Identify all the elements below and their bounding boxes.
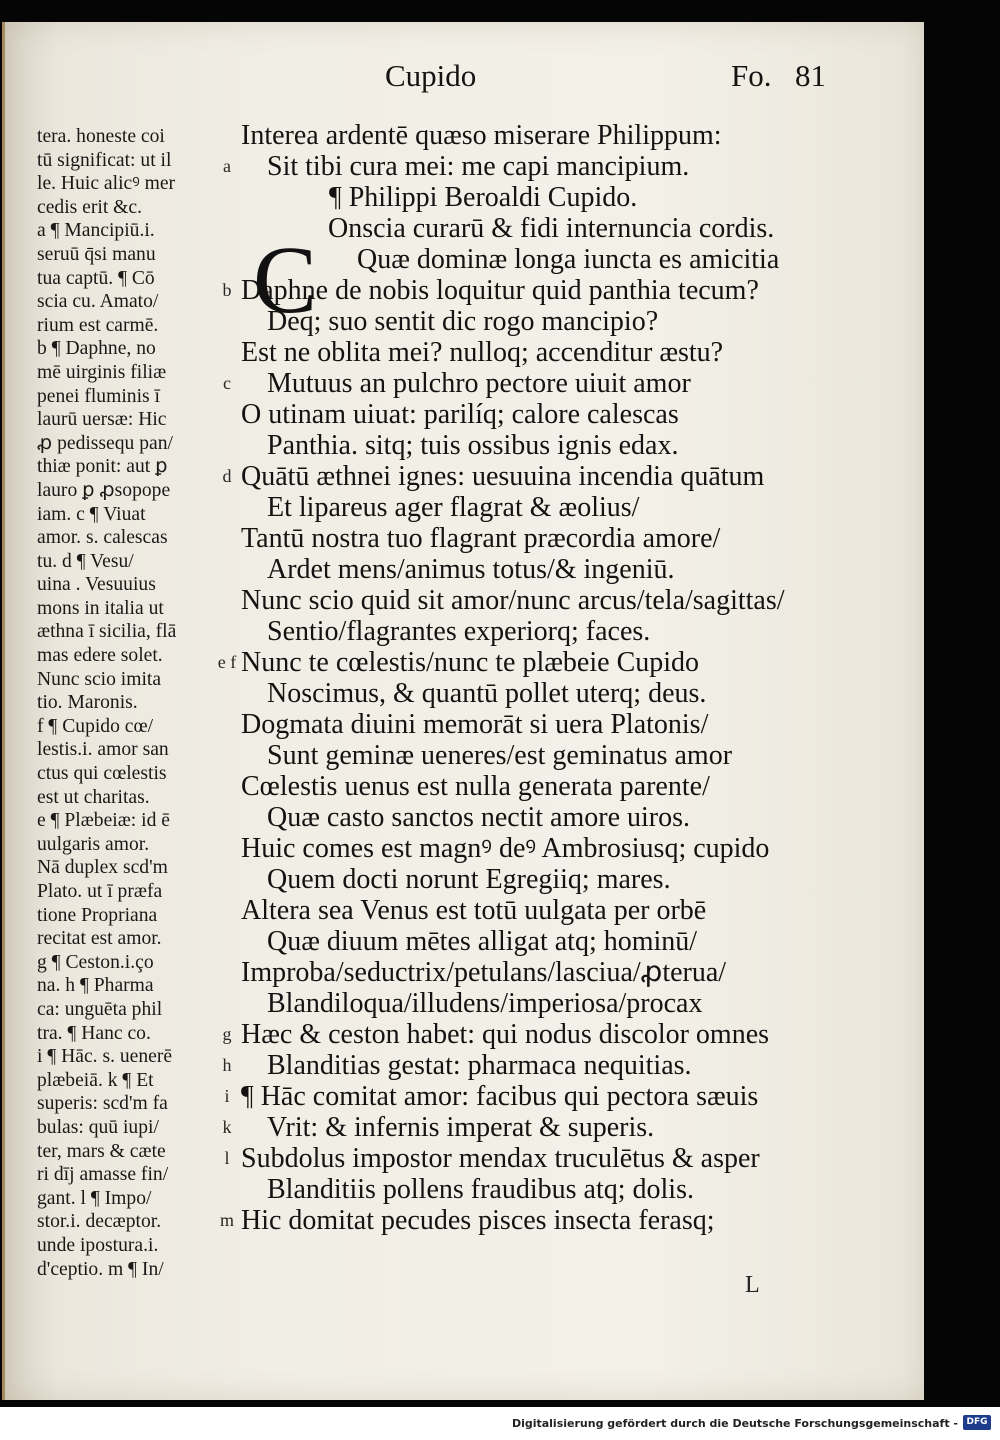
verse-text-line: Panthia. sitq; tuis ossibus ignis edax. [267, 430, 679, 461]
verse-text-line: Sunt geminæ ueneres/est geminatus amor [267, 740, 733, 771]
verse-line [5, 926, 924, 957]
verse-line [5, 585, 924, 616]
gloss-line: ꝓ pedissequ pan/ [37, 432, 173, 454]
verse-line [5, 1205, 924, 1236]
verse-line [5, 554, 924, 585]
verse-line [5, 337, 924, 368]
gloss-line: thiæ ponit: aut ꝑ [37, 456, 168, 478]
gloss-line: Nunc scio imita [37, 668, 162, 690]
verse-text-line: Vrit: & infernis imperat & superis. [267, 1112, 655, 1143]
gloss-line: penei fluminis ī [37, 385, 160, 407]
verse-line [5, 275, 924, 306]
signature-mark: L [745, 1272, 760, 1298]
gloss-marker: a [223, 156, 231, 176]
gloss-line: recitat est amor. [37, 928, 162, 950]
gloss-line: ter, mars & cæte [37, 1140, 166, 1162]
gloss-line: cedis erit &c. [37, 196, 143, 218]
verse-text-line: Et lipareus ager flagrat & æolius/ [267, 492, 640, 523]
verse-text-line: Nunc scio quid sit amor/nunc arcus/tela/sagittas/ [241, 585, 785, 616]
gloss-marker: h [222, 1055, 232, 1075]
gloss-line: ri dīj amasse fin/ [37, 1164, 169, 1186]
gloss-line: lestis.i. amor san [37, 739, 169, 761]
verse-text-line: Cœlestis uenus est nulla generata parente/ [241, 771, 710, 802]
folio-label: Fo. [731, 58, 772, 93]
gloss-line: mē uirginis filiæ [37, 361, 167, 383]
gloss-line: tera. honeste coi [37, 126, 165, 147]
verse-text-line: Nunc te cœlestis/nunc te plæbeie Cupido [241, 647, 700, 678]
gloss-line: laurū uersæ: Hic [37, 409, 167, 431]
gloss-line: tra. ¶ Hanc co. [37, 1022, 151, 1044]
verse-line [5, 678, 924, 709]
verse-text-line: Deq; suo sentit dic rogo mancipio? [267, 306, 659, 337]
footer-credit: Digitalisierung gefördert durch die Deutsche Forschungsgemeinschaft - [511, 1417, 958, 1430]
verse-line [5, 213, 924, 244]
verse-text [5, 120, 924, 1236]
gloss-line: tua captū. ¶ Cō [37, 267, 155, 289]
verse-line [5, 461, 924, 492]
gloss-marker: k [222, 1117, 232, 1137]
verse-text-line: Dogmata diuini memorāt si uera Platonis/ [241, 709, 709, 740]
gloss-line: æthna ī sicilia, flā [37, 621, 177, 643]
verse-line [5, 802, 924, 833]
gloss-line: le. Huic alicꝰ mer [37, 173, 176, 195]
verse-text-line: Mutuus an pulchro pectore uiuit amor [267, 368, 691, 399]
verse-text-line: Sit tibi cura mei: me capi mancipium. [267, 151, 690, 182]
verse-line [5, 244, 924, 275]
verse-text-line: Hic domitat pecudes pisces insecta ferasq; [241, 1205, 715, 1236]
verse-text-line: Altera sea Venus est totū uulgata per orbē [241, 895, 707, 926]
verse-text-line: Huic comes est magnꝰ deꝰ Ambrosiusq; cupido [241, 833, 770, 864]
verse-text-line: O utinam uiuat: parilíq; calore calescas [241, 399, 679, 430]
gloss-line: iam. c ¶ Viuat [37, 503, 146, 525]
gloss-line: uulgaris amor. [37, 833, 150, 855]
verse-text-line: ¶ Hāc comitat amor: facibus qui pectora sæuis [241, 1081, 759, 1112]
verse-text-line: Improba/seductrix/petulans/lasciua/ꝓterua/ [241, 957, 727, 988]
verse-text-line: Subdolus impostor mendax truculētus & asper [241, 1143, 760, 1174]
verse-line [5, 771, 924, 802]
verse-text-line: Quæ casto sanctos nectit amore uiros. [267, 802, 691, 833]
verse-line [5, 988, 924, 1019]
verse-text-line: Ardet mens/animus totus/& ingeniū. [267, 554, 675, 585]
verse-line [5, 1112, 924, 1143]
gloss-line: b ¶ Daphne, no [37, 338, 156, 360]
gloss-line: Nā duplex scd'm [37, 857, 168, 879]
gloss-line: tu. d ¶ Vesu/ [37, 550, 134, 572]
gloss-line: scia cu. Amato/ [37, 291, 159, 313]
gloss-line: stor.i. decæptor. [37, 1211, 162, 1233]
gloss-line: g ¶ Ceston.i.ço [37, 951, 154, 973]
dfg-logo-icon: DFG [963, 1415, 991, 1430]
gloss-marker: g [222, 1024, 232, 1044]
verse-line [5, 1050, 924, 1081]
gloss-marker: l [224, 1148, 230, 1168]
verse-line [5, 895, 924, 926]
verse-text-line: Blanditias gestat: pharmaca nequitias. [267, 1050, 692, 1081]
verse-line [5, 957, 924, 988]
verse-text-line: Daphne de nobis loquitur quid panthia tecum? [241, 275, 759, 306]
gloss-line: bulas: quū iupi/ [37, 1116, 159, 1138]
gloss-line: e ¶ Plæbeiæ: id ē [37, 810, 170, 832]
verse-text-line: Quæ dominæ longa iuncta es amicitia [357, 244, 780, 275]
verse-text-line: Quātū æthnei ignes: uesuuina incendia quātum [241, 461, 765, 492]
gloss-marker: d [222, 466, 232, 486]
book-page [2, 22, 924, 1400]
verse-line [5, 1081, 924, 1112]
gloss-line: Plato. ut ī præfa [37, 881, 163, 902]
gloss-line: tione Propriana [37, 904, 158, 926]
gloss-line: rium est carmē. [37, 314, 159, 336]
gloss-line: tio. Maronis. [37, 692, 138, 714]
verse-line [5, 430, 924, 461]
gloss-line: amor. s. calescas [37, 527, 168, 549]
verse-text-line: Interea ardentē quæso miserare Philippum: [241, 120, 722, 151]
verse-line [5, 368, 924, 399]
gloss-line: superis: scd'm fa [37, 1093, 168, 1115]
verse-line [5, 399, 924, 430]
gloss-line: d'ceptio. m ¶ In/ [37, 1258, 164, 1280]
gloss-marker: c [223, 373, 231, 393]
verse-line [5, 1143, 924, 1174]
gloss-line: unde ipostura.i. [37, 1234, 159, 1256]
verse-line [5, 151, 924, 182]
verse-line [5, 740, 924, 771]
gloss-line: i ¶ Hāc. s. uenerē [37, 1046, 173, 1068]
gloss-marker: b [222, 280, 232, 300]
verse-line [5, 616, 924, 647]
gloss-line: est ut charitas. [37, 786, 150, 808]
verse-text-line: Hæc & ceston habet: qui nodus discolor omnes [241, 1019, 770, 1050]
gloss-line: seruū q̄si manu [37, 243, 156, 265]
gloss-line: na. h ¶ Pharma [37, 975, 154, 997]
gloss-line: ca: unguēta phil [37, 998, 163, 1020]
running-title: Cupido [385, 58, 477, 93]
folio-number: 81 [795, 58, 826, 93]
digitization-footer [0, 1407, 1000, 1440]
gloss-line: uina . Vesuuius [37, 574, 156, 596]
verse-text-line: Onscia curarū & fidi internuncia cordis. [328, 213, 775, 244]
gloss-line: ctus qui cœlestis [37, 763, 167, 785]
verse-line [5, 709, 924, 740]
verse-line [5, 647, 924, 678]
verse-text-line: Quem docti norunt Egregiiq; mares. [267, 864, 671, 895]
verse-text-line: ¶ Philippi Beroaldi Cupido. [329, 182, 638, 213]
gloss-line: a ¶ Mancipiū.i. [37, 220, 155, 242]
gloss-line: mons in italia ut [37, 597, 164, 619]
verse-line [5, 833, 924, 864]
gloss-marker: i [224, 1086, 230, 1106]
verse-line [5, 523, 924, 554]
verse-text-line: Sentio/flagrantes experiorq; faces. [267, 616, 651, 647]
gloss-line: mas edere solet. [37, 645, 163, 667]
gloss-line: plæbeiā. k ¶ Et [37, 1069, 154, 1091]
verse-line [5, 182, 924, 213]
verse-text-line: Quæ diuum mētes alligat atq; hominū/ [267, 926, 698, 957]
verse-line [5, 306, 924, 337]
verse-line [5, 492, 924, 523]
verse-text-line: Noscimus, & quantū pollet uterq; deus. [267, 678, 707, 709]
gloss-line: tū significat: ut il [37, 149, 172, 171]
verse-line [5, 864, 924, 895]
verse-line [5, 1174, 924, 1205]
verse-text-line: Tantū nostra tuo flagrant præcordia amore/ [241, 523, 721, 554]
verse-text-line: Blanditiis pollens fraudibus atq; dolis. [267, 1174, 694, 1205]
gloss-line: f ¶ Cupido cœ/ [37, 715, 154, 737]
gloss-line: gant. l ¶ Impo/ [37, 1187, 152, 1209]
drop-cap: C [253, 226, 318, 333]
gloss-line: lauro ꝑ ꝓsopope [37, 479, 171, 501]
verse-line [5, 120, 924, 151]
gloss-marker: e f [217, 652, 237, 672]
gloss-marker: m [219, 1210, 234, 1230]
verse-text-line: Est ne oblita mei? nulloq; accenditur æstu? [241, 337, 724, 368]
verse-line [5, 1019, 924, 1050]
verse-text-line: Blandiloqua/illudens/imperiosa/procax [267, 988, 703, 1019]
